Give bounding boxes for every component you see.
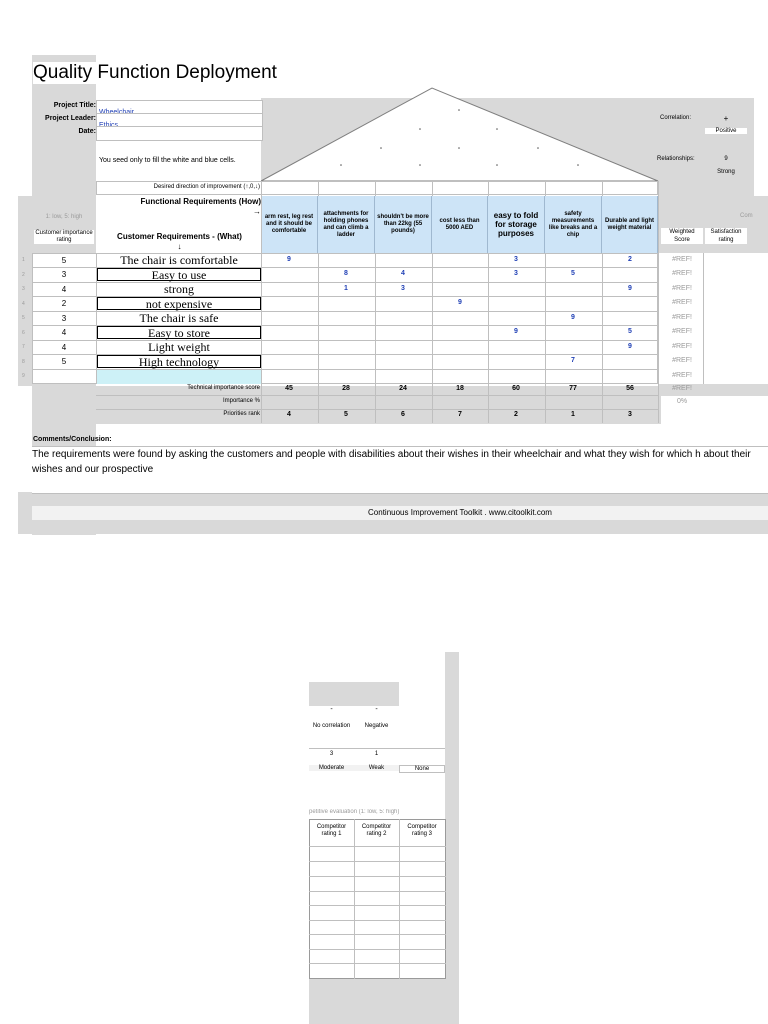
customer-requirement[interactable]: Light weight (148, 340, 210, 354)
relationship-weak-value: 1 (374, 751, 379, 757)
functional-header (98, 197, 261, 217)
row-number-1: 1 (22, 257, 25, 263)
functional-req-4: cost less than 5000 AED (432, 196, 488, 253)
relationship-cell[interactable]: 5 (628, 328, 632, 335)
correlation-none-name: No correlation (312, 723, 351, 729)
relationship-cell[interactable]: 9 (628, 343, 632, 350)
importance-rating[interactable]: 4 (61, 343, 67, 352)
competitor-rating-3-header: Competitor rating 3 (407, 824, 437, 837)
right-arrow-icon: → (253, 207, 261, 216)
tech-score-total: #REF! (672, 385, 692, 392)
relationship-cell[interactable]: 2 (628, 256, 632, 263)
relationship-cell[interactable]: 4 (401, 270, 405, 277)
customer-header-text: Customer Requirements - (What) (117, 232, 242, 241)
functional-req-1: arm rest, leg rest and it should be comfortable (261, 196, 318, 253)
customer-requirement[interactable]: Easy to store (97, 326, 261, 339)
functional-header-text: Functional Requirements (How) (140, 197, 261, 206)
project-leader-label: Project Leader: (45, 115, 96, 122)
comments-text[interactable]: The requirements were found by asking the customers and people with disabilities about their wishes in their wheelchair and what they wish for which h about their wishes and our prospective (32, 446, 768, 494)
row-number-9: 9 (22, 373, 25, 379)
correlation-positive-symbol: + (723, 114, 729, 123)
relationship-moderate-value: 3 (329, 751, 334, 757)
functional-req-7: Durable and light weight material (602, 196, 658, 253)
page-title: Quality Function Deployment (33, 62, 281, 84)
importance-rating[interactable]: 3 (61, 270, 67, 279)
priority-rank: 5 (344, 411, 348, 418)
tech-score-label: Technical importance score (187, 385, 260, 391)
relationship-cell[interactable]: 9 (628, 285, 632, 292)
relationship-moderate-name: Moderate (309, 765, 354, 771)
priority-rank: 3 (628, 411, 632, 418)
relationship-strong-value: 9 (724, 156, 728, 162)
priority-rank: 6 (401, 411, 405, 418)
competitor-rating-1-header: Competitor rating 1 (316, 824, 347, 837)
row-number-7: 7 (22, 344, 25, 350)
priority-rank: 4 (287, 411, 291, 418)
tech-score: 18 (456, 385, 464, 392)
weighted-score-cell: #REF! (672, 285, 692, 292)
correlation-negative-name: Negative (364, 723, 389, 729)
functional-req-3: shouldn't be more than 22kg (55 pounds) (375, 196, 432, 253)
tech-score: 60 (512, 385, 520, 392)
tech-score: 56 (626, 385, 634, 392)
tech-score: 77 (569, 385, 577, 392)
project-title-label: Project Title: (53, 102, 96, 109)
competitive-header-cut: Com (740, 213, 753, 219)
relationship-cell[interactable]: 9 (287, 256, 291, 263)
weighted-score-cell: #REF! (672, 343, 692, 350)
row-number-8: 8 (22, 359, 25, 365)
importance-rating[interactable]: 3 (61, 314, 67, 323)
competitor-rating-2-header: Competitor rating 2 (361, 824, 392, 837)
sheet-background-row-left (18, 196, 32, 386)
weighted-score-cell: #REF! (672, 357, 692, 364)
customer-requirement[interactable]: not expensive (97, 297, 261, 310)
lower-gray-strip (445, 652, 459, 1024)
relationship-cell[interactable]: 9 (458, 299, 462, 306)
customer-requirement[interactable]: The chair is safe (139, 311, 219, 325)
footer-text: Continuous Improvement Toolkit . www.citoolkit.com (368, 508, 552, 517)
down-arrow-icon: ↓ (177, 242, 182, 251)
relationship-cell[interactable]: 1 (344, 285, 348, 292)
priority-rank: 2 (514, 411, 518, 418)
row-number-5: 5 (22, 315, 25, 321)
relationship-none-name: None (399, 765, 445, 773)
correlation-label: Correlation: (660, 115, 692, 121)
matrix-empty-blue-cell[interactable] (97, 370, 261, 384)
sheet-background-right (658, 98, 754, 196)
relationship-strong-name: Strong (717, 169, 735, 175)
relationship-cell[interactable]: 3 (401, 285, 405, 292)
priorities-label: Priorities rank (223, 411, 260, 417)
relationship-cell[interactable]: 3 (514, 270, 518, 277)
correlation-roof (261, 86, 659, 182)
functional-req-6: safety measurements like breaks and a chip (545, 196, 602, 253)
weighted-score-cell: #REF! (672, 299, 692, 306)
relationship-cell[interactable]: 8 (344, 270, 348, 277)
weighted-score-cell: #REF! (672, 314, 692, 321)
relationships-label: Relationships: (657, 156, 695, 162)
lower-gray-base (309, 978, 459, 1024)
relationship-weak-name: Weak (354, 765, 399, 771)
relationship-cell[interactable]: 9 (514, 328, 518, 335)
importance-pct-total: 0% (676, 398, 688, 405)
correlation-positive-name: Positive (705, 128, 747, 134)
importance-rating[interactable]: 4 (61, 285, 67, 294)
comments-label: Comments/Conclusion: (33, 436, 112, 443)
importance-rating[interactable]: 5 (61, 357, 67, 366)
correlation-dash-2: - (375, 706, 378, 713)
priority-rank: 1 (571, 411, 575, 418)
tech-score: 28 (342, 385, 350, 392)
weighted-score-cell: #REF! (672, 270, 692, 277)
weighted-score-cell: #REF! (672, 372, 692, 379)
priority-rank: 7 (458, 411, 462, 418)
relationship-cell[interactable]: 5 (571, 270, 575, 277)
relationship-cell[interactable]: 9 (571, 314, 575, 321)
functional-req-5: easy to fold for storage purposes (488, 196, 545, 253)
functional-req-2: attachments for holding phones and can climb a ladder (318, 196, 375, 253)
relationship-cell[interactable]: 7 (571, 357, 575, 364)
tech-score: 45 (285, 385, 293, 392)
date-label: Date: (78, 128, 96, 135)
competitive-table (309, 819, 446, 979)
row-number-3: 3 (22, 286, 25, 292)
satisfaction-header: Satisfaction rating (705, 228, 747, 244)
weighted-score-cell: #REF! (672, 256, 692, 263)
competitive-title: petitive evaluation (1: low, 5: high) (309, 809, 400, 815)
importance-rating[interactable]: 2 (61, 299, 67, 308)
satisfaction-column (704, 253, 768, 384)
importance-rating[interactable]: 5 (61, 256, 67, 265)
desired-direction-label: Desired direction of improvement (↑,0,↓) (153, 184, 260, 190)
date-field[interactable] (96, 126, 263, 141)
importance-pct-label: Importance % (222, 398, 260, 404)
customer-requirement[interactable]: Easy to use (97, 268, 261, 281)
relationship-cell[interactable]: 3 (514, 256, 518, 263)
importance-header: Customer importance rating (35, 230, 93, 243)
instructions-text: You seed only to fill the white and blue cells. (99, 157, 236, 164)
row-number-2: 2 (22, 272, 25, 278)
tech-score: 24 (399, 385, 407, 392)
correlation-dash-1: - (330, 706, 333, 713)
row-number-6: 6 (22, 330, 25, 336)
customer-requirement[interactable]: High technology (97, 355, 261, 368)
row-number-4: 4 (22, 301, 25, 307)
importance-rating[interactable]: 4 (61, 328, 67, 337)
scale-hint: 1: low, 5: high (45, 214, 83, 220)
weighted-score-header: Weighted Score (661, 228, 703, 244)
customer-requirement[interactable]: strong (164, 282, 194, 296)
customer-requirement[interactable]: The chair is comfortable (120, 253, 238, 267)
customer-header (98, 232, 261, 252)
weighted-score-cell: #REF! (672, 328, 692, 335)
